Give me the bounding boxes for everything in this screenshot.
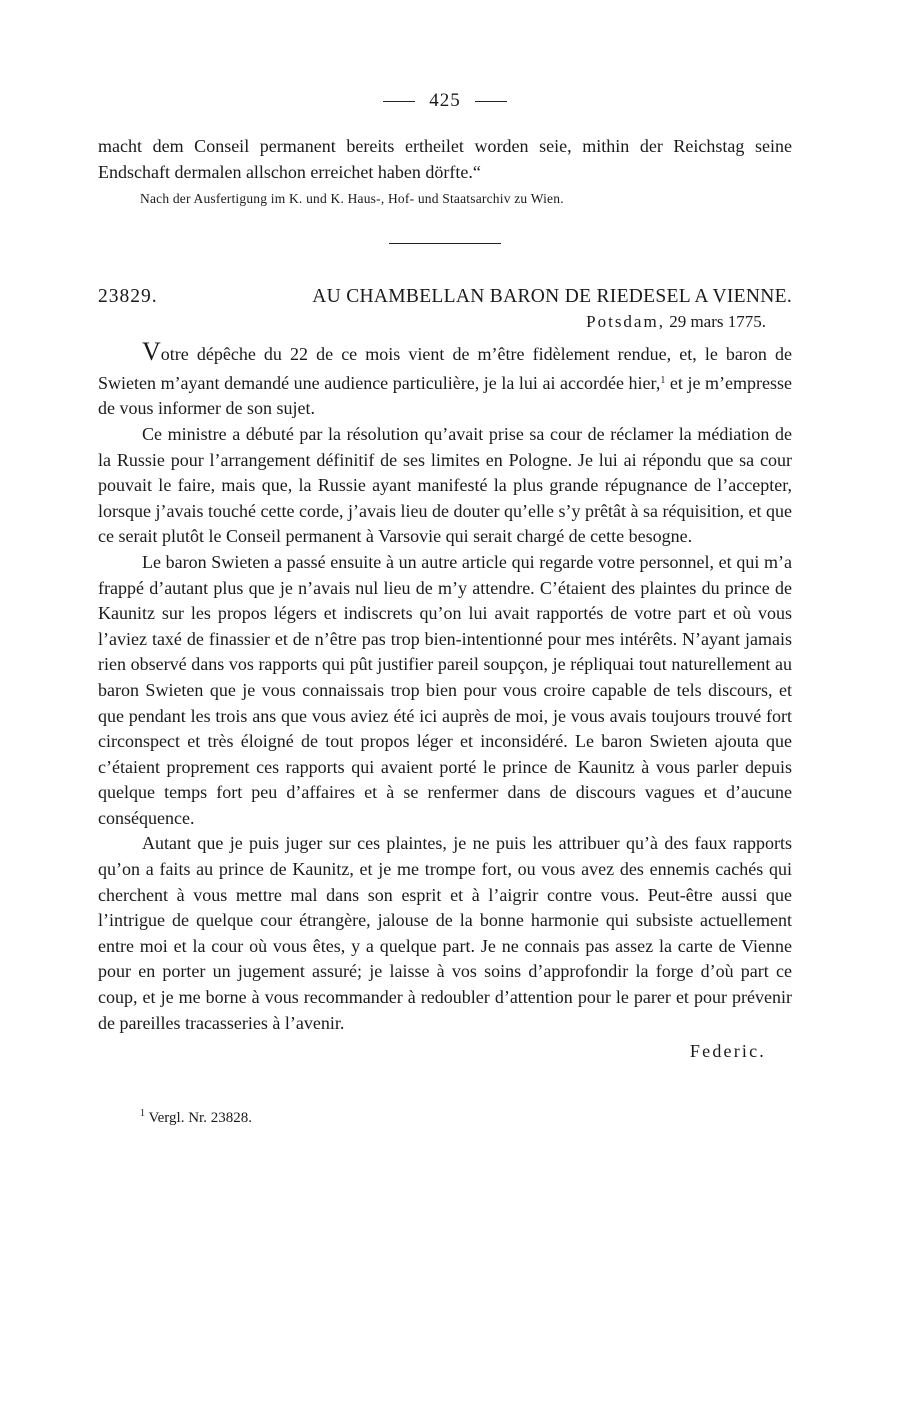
footnote-reference: 1 xyxy=(660,374,666,386)
letter-dateline xyxy=(98,310,766,334)
page-header xyxy=(98,86,792,116)
paragraph-1-text-a: otre dépêche du 22 de ce mois vient de m’être fidèlement rendue, et, le baron de Swieten m’ayant demandé une audience particulière, je la lui ai accordée hier, xyxy=(98,344,792,393)
letter-place: Potsdam, xyxy=(586,312,665,332)
archive-source-note: Nach der Ausfertigung im K. und K. Haus-, Hof- und Staatsarchiv zu Wien. xyxy=(140,191,564,207)
letter-heading xyxy=(98,284,792,310)
signature: Federic. xyxy=(689,1041,766,1062)
header-dash-left xyxy=(383,101,415,102)
letter-paragraph-2: Ce ministre a débuté par la résolution qu’avait prise sa cour de réclamer la médiation de la Russie pour l’arrangement définitif de ses limites en Pologne. Je lui ai répondu que sa cour pouvait le faire, mais que, la Russie ayant manifesté la plus grande répugnance de l’accepter, lorsque j’avais touché cette corde, j’avais lieu de douter qu’elle s’y prêtât à sa réquisition, et que ce serait plutôt le Conseil permanent à Varsovie qui serait chargé de cette besogne. xyxy=(98,423,792,547)
letter-paragraph-3: Le baron Swieten a passé ensuite à un autre article qui regarde votre personnel, et qui m’a frappé d’autant plus que je n’avais nul lieu de m’y attendre. C’étaient des plaintes du prince de Kaunitz sur les propos légers et indiscrets qu’on lui avait rapportés de votre part et où vous l’aviez taxé de finassier et de n’être pas trop bien-intentionné pour mes intérêts. N’ayant jamais rien observé dans vos rapports qui pût justifier pareil soupçon, je répliquai tout naturellement au baron Swieten que je vous connaissais trop bien pour vous croire capable de tels discours, et que pendant les trois ans que vous aviez été ici auprès de moi, je vous avais toujours trouvé fort circonspect et très éloigné de tout propos léger et inconsidéré. Le baron Swieten ajouta que c’étaient proprement ces rapports qui avaient porté le prince de Kaunitz à vous parler depuis quelque temps fort peu d’affaires et à se renfermer dans de discours vagues et d’aucune conséquence. xyxy=(98,551,792,828)
letter-number: 23829. xyxy=(98,286,158,308)
document-page xyxy=(98,86,792,1128)
paragraph-initial: V xyxy=(142,337,161,367)
page-number: 425 xyxy=(429,90,461,111)
section-divider xyxy=(389,243,501,244)
footnote-marker: 1 xyxy=(140,1108,145,1120)
paragraph-1-text-b: et je m’empresse de vous informer de son sujet. xyxy=(98,372,792,419)
letter-date: 29 mars 1775. xyxy=(669,312,766,332)
letter-paragraph-4: Autant que je puis juger sur ces plaintes, je ne puis les attribuer qu’à des faux rapports qu’on a faits au prince de Kaunitz, et je me trompe fort, ou vous avez des ennemis cachés qui cherchent à vous mettre mal dans son esprit et à l’aigrir contre vous. Peut-être aussi que l’intrigue de quelque cour étrangère, jalouse de la bonne harmonie qui subsiste actuellement entre moi et la cour où vous êtes, y a quelque part. Je ne connais pas assez la carte de Vienne pour en porter un jugement assuré; je laisse à vos soins d’approfondir la forge d’où part ce coup, et je me borne à vous recommander à redoubler d’attention pour le parer et pour prévenir de pareilles tracasseries à l’avenir. xyxy=(98,833,792,1033)
footnote-text: Vergl. Nr. 23828. xyxy=(145,1110,252,1127)
carryover-paragraph: macht dem Conseil permanent bereits ertheilet worden seie, mithin der Reichstag seine Endschaft dermalen allschon erreichet haben dörfte.“ xyxy=(98,136,792,182)
footnote xyxy=(140,1104,792,1128)
letter-paragraph-1 xyxy=(98,337,792,422)
header-dash-right xyxy=(475,101,507,102)
letter-title: AU CHAMBELLAN BARON DE RIEDESEL A VIENNE. xyxy=(312,286,792,308)
